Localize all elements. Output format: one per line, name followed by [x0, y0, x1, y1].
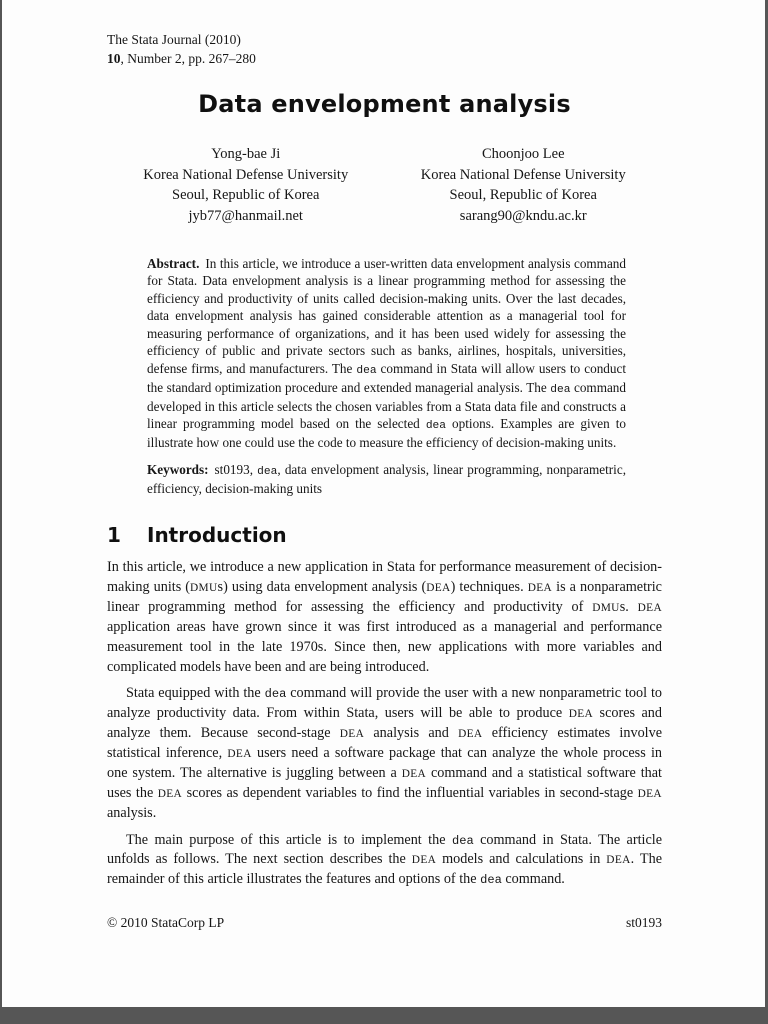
author-block: [107, 144, 385, 226]
abstract-text: In this article, we introduce a user-written data envelopment analysis command for Stata. Data envelopment analysis is a linear programming method for assessing the efficiency and productivity of units called decision-making units. Over the last decades, data envelopment analysis has gained considerable attention as a managerial tool for measuring performance of organizations, and it has been used widely for assessing the efficiency of public and private sectors such as banks, airlines, hospitals, universities, defense firms, and manufacturers. The dea command in Stata will allow users to conduct the standard optimization procedure and extended managerial analysis. The dea command developed in this article selects the chosen variables from a Stata data file and constructs a linear programming model based on the selected dea options. Examples are given to illustrate how one could use the code to measure the efficiency of decision-making units.: [147, 255, 626, 451]
abstract-label: Abstract.: [147, 255, 200, 271]
author-affiliation-2: Seoul, Republic of Korea: [449, 187, 597, 204]
section-title: Introduction: [147, 523, 287, 548]
page-footer: [107, 915, 662, 1007]
intro-paragraph: Stata equipped with the dea command will provide the user with a new nonparametric tool to analyze productivity data. From within Stata, users will be able to produce DEA scores and analyze them. Because second-stage DEA analysis and DEA efficiency estimates involve statistical inference, DEA users need a software package that can analyze the whole process in one system. The alternative is juggling between a DEA command and a statistical software that uses the DEA scores as dependent variables to find the influential variables in second-stage DEA analysis.: [107, 685, 662, 821]
author-affiliation-1: Korea National Defense University: [143, 166, 349, 183]
author-block: [385, 144, 663, 226]
author-email: jyb77@hanmail.net: [188, 208, 303, 225]
keywords-label: Keywords:: [147, 461, 209, 477]
author-email: sarang90@kndu.ac.kr: [459, 208, 587, 225]
journal-name: The Stata Journal (2010): [107, 32, 241, 47]
author-name: Choonjoo Lee: [481, 146, 565, 163]
journal-header: [107, 30, 662, 68]
section-number: 1: [107, 523, 121, 548]
intro-paragraph: The main purpose of this article is to implement the dea command in Stata. The article unfolds as follows. The next section describes the DEA models and calculations in DEA. The remainder of this article illustrates the features and options of the dea command.: [107, 831, 662, 888]
journal-issue: 10, Number 2, pp. 267–280: [107, 51, 256, 67]
intro-paragraph: In this article, we introduce a new application in Stata for performance measurement of decision-making units (DMUs) using data envelopment analysis (DEA) techniques. DEA is a nonparametric linear programming method for assessing the efficiency and productivity of DMUs. DEA application areas have grown since it was first introduced as a managerial and performance measurement tool in the late 1970s. Since then, new applications with more variables and complicated models have been and are being introduced.: [107, 559, 662, 675]
author-name: Yong-bae Ji: [211, 146, 281, 163]
document-page: [2, 0, 765, 1007]
author-affiliation-2: Seoul, Republic of Korea: [172, 187, 320, 204]
paper-title: Data envelopment analysis: [198, 90, 571, 119]
section-heading: [107, 523, 662, 547]
abstract-section: [147, 255, 626, 452]
author-affiliation-1: Korea National Defense University: [420, 166, 626, 183]
footer-article-id: st0193: [625, 915, 662, 930]
keywords-section: [147, 461, 626, 497]
authors-row: [107, 144, 662, 226]
footer-copyright: © 2010 StataCorp LP: [107, 915, 225, 930]
keywords-text: st0193, dea, data envelopment analysis, linear programming, nonparametric, efficiency, decision-making units: [147, 461, 626, 496]
introduction-body: [107, 547, 662, 890]
